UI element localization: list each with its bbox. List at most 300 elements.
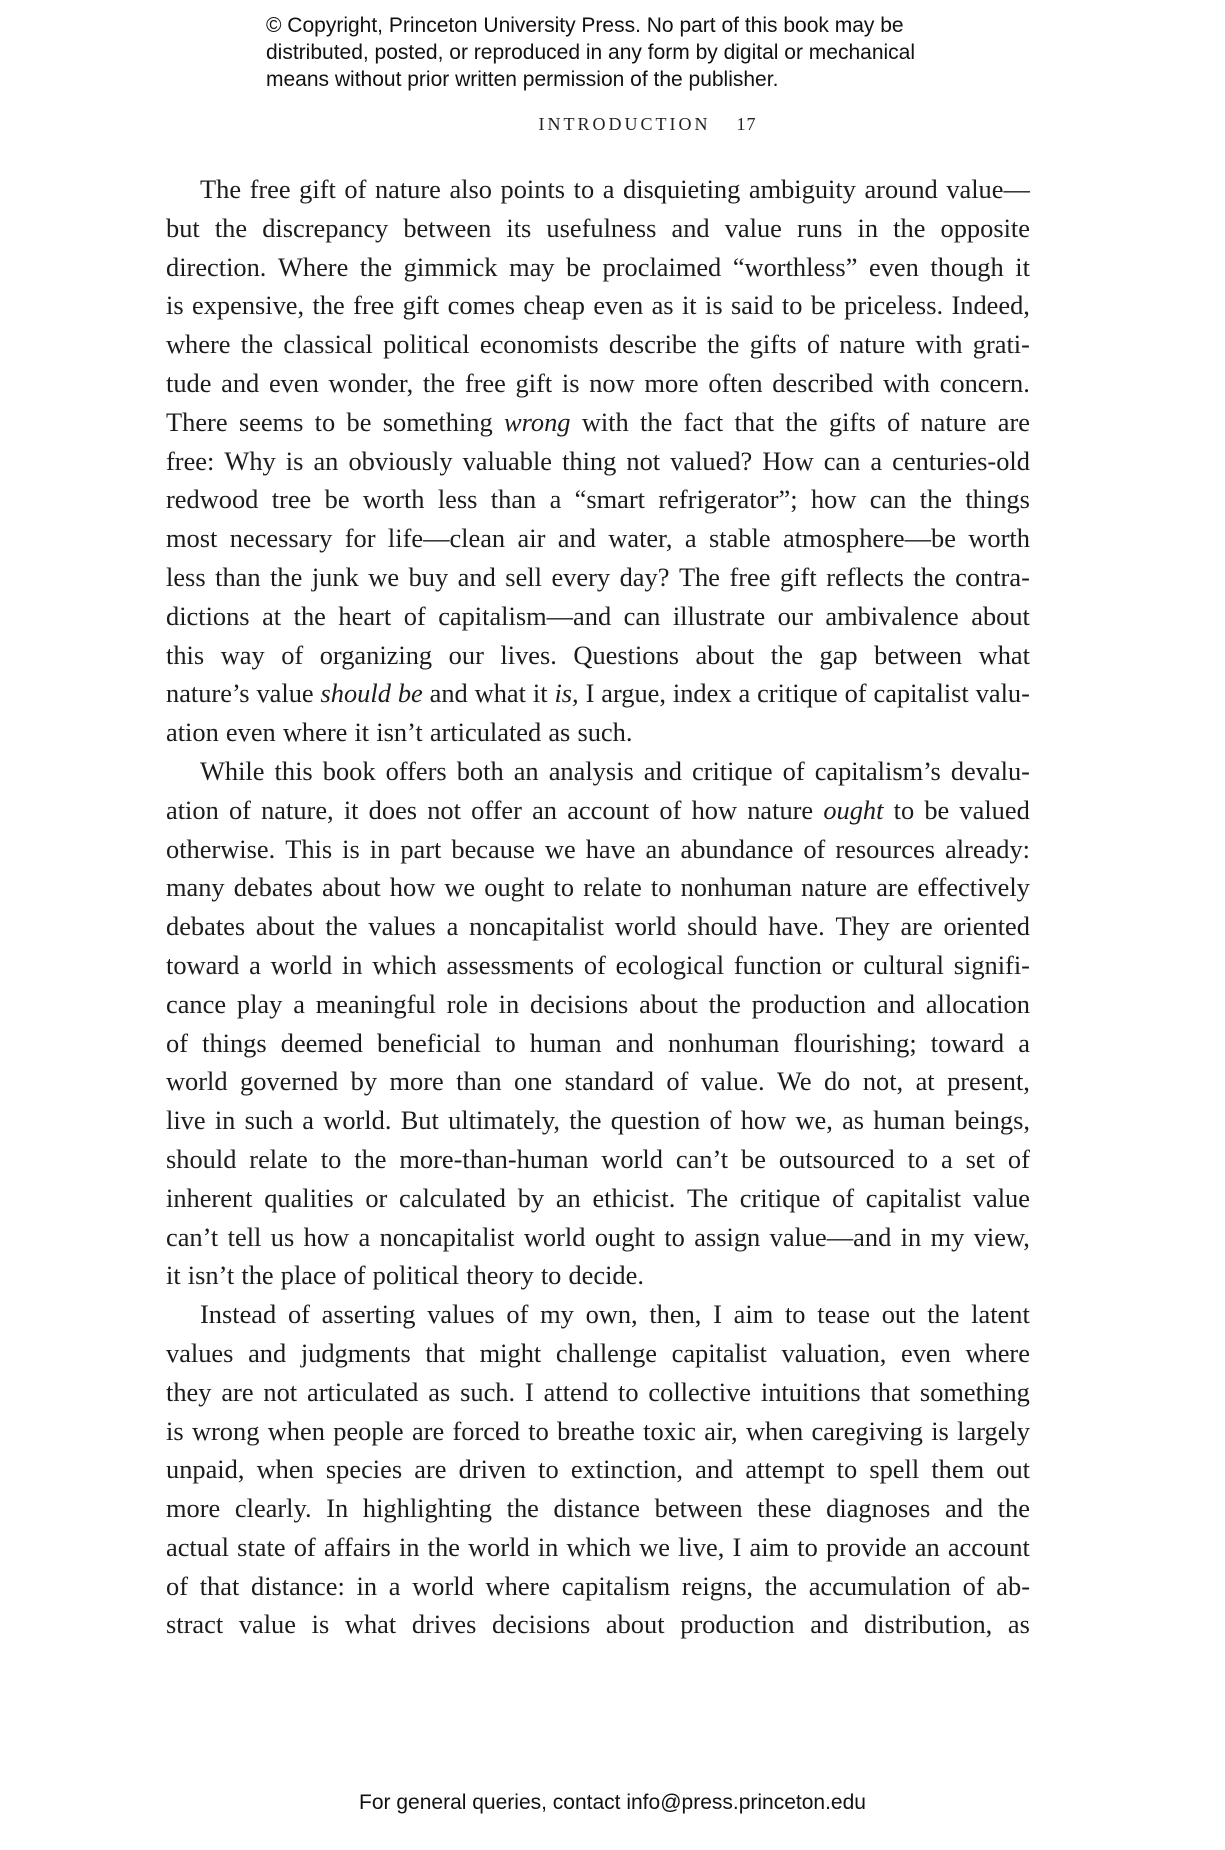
word: is <box>285 445 304 476</box>
word: what <box>474 678 526 709</box>
word: around <box>864 174 938 204</box>
text-line <box>166 1605 1030 1644</box>
word: toward <box>166 949 240 980</box>
running-head-title: INTRODUCTION <box>538 114 711 134</box>
word: by <box>350 1066 378 1097</box>
word: we <box>368 561 400 592</box>
word: described <box>772 367 874 398</box>
word: gap <box>819 639 858 670</box>
word: the <box>919 484 952 515</box>
word: actual <box>166 1531 229 1562</box>
word: gifts <box>828 406 876 437</box>
text-line <box>166 558 1030 597</box>
word: fact <box>683 406 724 437</box>
text-line <box>166 1528 1030 1567</box>
word: values <box>166 1337 234 1368</box>
word: of <box>709 1105 732 1136</box>
text-line <box>166 597 1030 636</box>
word: dictions <box>166 600 250 631</box>
word: can <box>823 445 861 476</box>
word: than <box>456 1066 502 1097</box>
word: Questions <box>573 639 679 670</box>
word: to <box>573 174 595 204</box>
word: free <box>464 367 506 398</box>
word: how <box>810 484 857 515</box>
word: a <box>941 1143 953 1174</box>
word: isn’t <box>376 717 423 748</box>
word: about <box>639 988 698 1019</box>
word: critique <box>691 755 773 786</box>
word: is <box>166 290 184 321</box>
text-line <box>166 1179 1030 1218</box>
word: values <box>368 911 436 942</box>
word: They <box>835 911 890 942</box>
word: value. <box>700 1066 765 1097</box>
word: an <box>555 1182 581 1213</box>
word: way <box>220 639 265 670</box>
word: I <box>524 1376 534 1407</box>
word: most <box>166 523 218 554</box>
text-line <box>166 1295 1030 1334</box>
word: resources <box>835 833 935 864</box>
word: grati- <box>972 329 1030 360</box>
text-line <box>166 286 1030 325</box>
word: that <box>734 406 775 437</box>
copyright-line-3: means without prior written permission of the publisher. <box>266 68 779 91</box>
word: more <box>644 367 699 398</box>
word: values <box>427 1299 495 1330</box>
word: more <box>389 1066 444 1097</box>
word: them <box>931 1454 985 1485</box>
word: should <box>320 678 391 709</box>
word: world <box>601 1143 663 1174</box>
word: lives. <box>500 639 557 670</box>
word: between <box>874 639 963 670</box>
word: classical <box>283 329 373 360</box>
word: centuries-old <box>892 445 1030 476</box>
word: priceless. <box>844 290 944 321</box>
word: we <box>639 1531 670 1562</box>
word: state <box>237 1531 286 1562</box>
word: Why <box>224 445 276 476</box>
text-line <box>166 985 1030 1024</box>
word: nature <box>747 794 814 825</box>
word: describe <box>608 329 697 360</box>
word: in <box>900 1221 922 1252</box>
word: a <box>602 174 615 204</box>
word: the <box>785 406 818 437</box>
text-line <box>166 907 1030 946</box>
word: even <box>868 251 919 282</box>
word: in <box>398 1531 420 1562</box>
word: attend <box>543 1376 609 1407</box>
word: signifi- <box>953 949 1030 980</box>
word: capitalist <box>873 678 969 709</box>
word: nature, <box>261 794 334 825</box>
word: even <box>225 717 276 748</box>
word: can’t <box>675 1143 729 1174</box>
word: reigns, <box>681 1570 753 1601</box>
word: many <box>166 872 225 903</box>
word: organizing <box>319 639 433 670</box>
word: such <box>244 1105 294 1136</box>
word: abundance <box>680 833 794 864</box>
word: about <box>695 639 755 670</box>
word: the <box>354 1143 387 1174</box>
word: concern. <box>939 367 1030 398</box>
word: argue, <box>601 678 666 709</box>
word: Instead <box>200 1299 277 1330</box>
word: gimmick <box>403 251 498 282</box>
text-line <box>166 1412 1030 1451</box>
word: analysis <box>548 755 634 786</box>
word: things <box>965 484 1030 515</box>
word: be <box>924 794 950 825</box>
word: nature <box>839 329 906 360</box>
word: between <box>403 212 492 243</box>
word: of <box>782 755 805 786</box>
word: is <box>561 367 580 398</box>
word: disquieting <box>623 174 741 204</box>
word: already: <box>945 833 1030 864</box>
word: is <box>342 833 360 864</box>
footer-contact: For general queries, contact info@press.princeton.edu <box>359 1791 866 1814</box>
word: meaningful <box>315 988 436 1019</box>
word: to <box>553 872 575 903</box>
word: it <box>354 717 370 748</box>
word: it <box>166 1260 181 1291</box>
word: something <box>382 406 493 437</box>
word: as <box>548 717 571 748</box>
word: to <box>893 794 915 825</box>
word: about <box>322 872 381 903</box>
word: live <box>166 1105 206 1136</box>
word: though <box>930 251 1004 282</box>
word: the <box>764 1570 797 1601</box>
word: ation <box>166 717 219 748</box>
word: nature <box>801 872 868 903</box>
word: sell <box>505 561 542 592</box>
word: nonhuman <box>680 872 792 903</box>
word: noncapitalist <box>469 911 604 942</box>
word: the <box>240 329 274 360</box>
word: account <box>947 1531 1030 1562</box>
word: gift <box>299 174 336 204</box>
word: less <box>166 561 206 592</box>
word: ought <box>823 794 884 825</box>
word: an <box>513 755 539 786</box>
word: the <box>241 1260 274 1291</box>
word: now <box>589 367 635 398</box>
word: proclaimed <box>602 251 722 282</box>
word: what <box>344 1609 397 1640</box>
word: aim <box>733 1299 774 1330</box>
word: world <box>614 911 677 942</box>
word: oriented <box>943 911 1030 942</box>
word: free: <box>166 445 215 476</box>
word: redwood <box>166 484 259 515</box>
text-line <box>166 1024 1030 1063</box>
word: production <box>680 1609 795 1640</box>
word: critique <box>757 678 838 709</box>
word: worth <box>968 523 1030 554</box>
word: is <box>705 290 723 321</box>
word: part <box>400 833 442 864</box>
word: expensive, <box>192 290 305 321</box>
word: cheap <box>523 290 585 321</box>
copyright-line-2: distributed, posted, or reproduced in any form by digital or mechanical <box>266 41 916 64</box>
word: than <box>490 484 537 515</box>
word: The <box>687 1182 729 1213</box>
word: calculated <box>399 1182 506 1213</box>
word: valu- <box>975 678 1030 709</box>
word: things <box>202 1027 267 1058</box>
word: is <box>311 1609 330 1640</box>
word: challenge <box>555 1337 657 1368</box>
word: valuable <box>462 445 552 476</box>
word: a <box>358 1221 371 1252</box>
word: it <box>343 794 359 825</box>
word: capitalist <box>671 1337 767 1368</box>
word: are <box>221 1376 254 1407</box>
word: gift <box>780 561 817 592</box>
word: also <box>449 174 492 204</box>
text-line <box>166 791 1030 830</box>
word: then, <box>649 1299 702 1330</box>
word: an <box>313 445 339 476</box>
word: nonhuman <box>667 1027 780 1058</box>
word: theory <box>466 1260 534 1291</box>
word: a <box>302 1105 314 1136</box>
word: or <box>831 949 854 980</box>
word: ethicist. <box>592 1182 676 1213</box>
word: capitalism’s <box>814 755 941 786</box>
text-line <box>166 1140 1030 1179</box>
word: decisions <box>492 1609 591 1640</box>
word: to <box>314 406 336 437</box>
word: at <box>915 1066 935 1097</box>
word: with <box>581 406 629 437</box>
word: junk <box>311 561 359 592</box>
word: my <box>540 1299 574 1330</box>
word: accumulation <box>808 1570 951 1601</box>
word: can <box>623 600 661 631</box>
word: of <box>344 174 367 204</box>
word: value <box>972 1182 1030 1213</box>
word: do <box>823 1066 851 1097</box>
word: by <box>517 1182 545 1213</box>
word: of <box>403 600 426 631</box>
word: world. <box>323 1105 392 1136</box>
word: an <box>914 1531 940 1562</box>
word: world <box>468 1531 530 1562</box>
word: value— <box>946 174 1030 204</box>
word: often <box>708 367 763 398</box>
word: us <box>270 1221 295 1252</box>
word: outsourced <box>778 1143 895 1174</box>
word: even <box>593 290 644 321</box>
word: devalu- <box>950 755 1030 786</box>
word: free <box>353 290 395 321</box>
word: when <box>267 1415 325 1446</box>
word: The <box>678 561 720 592</box>
word: about <box>971 600 1030 631</box>
word: such. <box>577 717 633 748</box>
word: the <box>708 988 741 1019</box>
word: and <box>615 1027 654 1058</box>
text-line <box>166 364 1030 403</box>
word: ultimately, <box>448 1105 560 1136</box>
word: beneficial <box>376 1027 481 1058</box>
word: be <box>810 290 836 321</box>
word: valued? <box>670 445 753 476</box>
word: role <box>446 988 488 1019</box>
word: diagnoses <box>826 1493 931 1524</box>
word: function <box>733 949 822 980</box>
word: where <box>485 1570 550 1601</box>
word: of <box>1007 1143 1030 1174</box>
word: is <box>166 1415 184 1446</box>
word: political <box>383 329 470 360</box>
word: wrong <box>191 1415 260 1446</box>
word: “smart <box>574 484 646 515</box>
word: an <box>532 794 558 825</box>
word: something <box>919 1376 1030 1407</box>
word: articulated <box>307 1376 419 1407</box>
word: a <box>1018 1027 1030 1058</box>
word: to <box>664 1221 685 1252</box>
word: illustrate <box>672 600 766 631</box>
word: ab- <box>996 1570 1030 1601</box>
word: How <box>762 445 814 476</box>
word: debates <box>233 872 313 903</box>
word: to <box>836 1454 858 1485</box>
word: valuation, <box>781 1337 887 1368</box>
word: with <box>883 367 930 398</box>
word: the <box>270 561 303 592</box>
word: ambivalence <box>825 600 959 631</box>
word: be <box>566 251 591 282</box>
word: when <box>256 1454 314 1485</box>
word: which <box>566 1531 632 1562</box>
word: world <box>412 1570 474 1601</box>
word: have. <box>768 911 825 942</box>
word: to <box>781 290 803 321</box>
word: affairs <box>323 1531 391 1562</box>
word: than <box>215 561 261 592</box>
word: This <box>285 833 333 864</box>
word: unpaid, <box>166 1454 245 1485</box>
word: such. <box>460 1376 516 1407</box>
word: be <box>397 678 423 709</box>
word: in <box>341 949 363 980</box>
word: air <box>517 523 546 554</box>
word: nature’s <box>166 678 250 709</box>
word: obviously <box>348 445 453 476</box>
word: value <box>256 678 314 709</box>
text-line <box>166 1256 1030 1295</box>
word: atmosphere—be <box>782 523 956 554</box>
word: of <box>803 833 826 864</box>
word: it <box>681 290 697 321</box>
word: collective <box>648 1376 751 1407</box>
word: of <box>583 949 606 980</box>
word: wonder, <box>328 367 414 398</box>
word: assign <box>694 1221 761 1252</box>
body-text <box>166 170 1030 1644</box>
word: While <box>200 755 265 786</box>
word: the <box>422 367 456 398</box>
text-line <box>166 1101 1030 1140</box>
word: “worthless” <box>732 251 858 282</box>
word: as <box>428 1376 451 1407</box>
word: both <box>456 755 504 786</box>
word: but <box>166 212 200 243</box>
word: of <box>343 1260 366 1291</box>
word: ought <box>594 1221 655 1252</box>
word: stract <box>166 1609 224 1640</box>
word: value <box>724 212 782 243</box>
word: of <box>287 1299 310 1330</box>
word: should <box>687 911 758 942</box>
word: less <box>437 484 478 515</box>
word: are <box>900 911 933 942</box>
word: tude <box>166 367 212 398</box>
text-line <box>166 1218 1030 1257</box>
word: between <box>654 1493 743 1524</box>
word: people <box>333 1415 404 1446</box>
text-line <box>166 325 1030 364</box>
word: of <box>293 1531 316 1562</box>
text-line <box>166 1567 1030 1606</box>
word: the <box>312 290 345 321</box>
word: to <box>528 1415 549 1446</box>
word: offers <box>385 755 447 786</box>
word: the <box>506 1493 539 1524</box>
word: that <box>425 1337 465 1368</box>
word: points <box>500 174 566 204</box>
text-line <box>166 442 1030 481</box>
word: toward <box>930 1027 1005 1058</box>
word: or <box>365 1182 388 1213</box>
word: the <box>569 1105 602 1136</box>
word: its <box>506 212 532 243</box>
word: thing <box>562 445 617 476</box>
word: allocation <box>925 988 1030 1019</box>
word: runs <box>796 212 843 243</box>
word: discrepancy <box>262 212 389 243</box>
word: critique <box>739 1182 821 1213</box>
word: of <box>228 794 251 825</box>
word: and <box>557 523 596 554</box>
word: as <box>651 290 674 321</box>
word: otherwise. <box>166 833 276 864</box>
word: debates <box>166 911 246 942</box>
word: of <box>659 794 682 825</box>
word: the <box>214 212 248 243</box>
word: inherent <box>166 1182 253 1213</box>
word: my <box>930 1221 965 1252</box>
word: gift <box>515 367 553 398</box>
word: nature <box>374 174 441 204</box>
word: world <box>523 1221 586 1252</box>
word: we, <box>795 1105 833 1136</box>
word: species <box>325 1454 403 1485</box>
word: the <box>913 561 946 592</box>
word: to <box>797 1531 818 1562</box>
word: what <box>978 639 1030 670</box>
word: we <box>444 872 476 903</box>
